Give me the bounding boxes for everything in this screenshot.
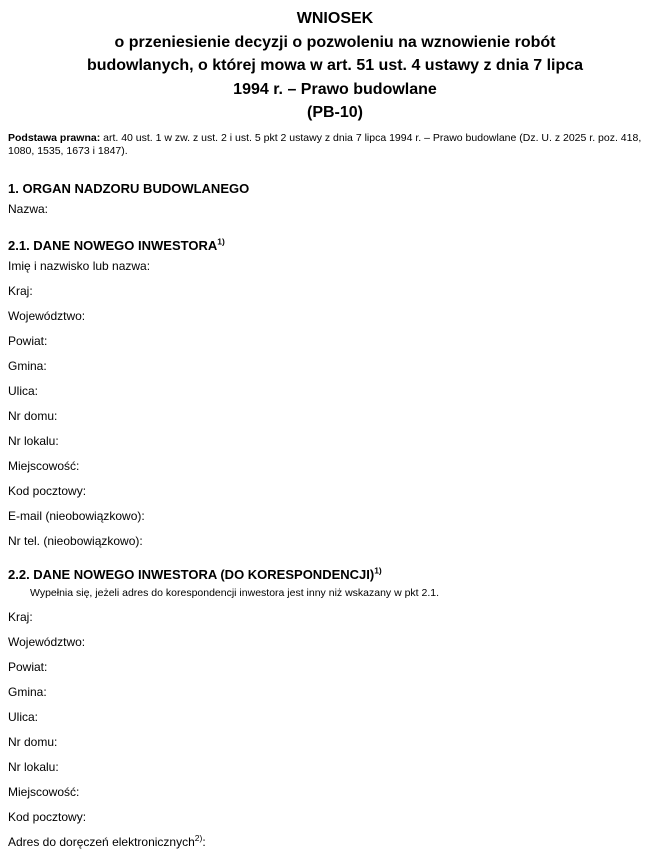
section-2-1-dane-inwestora xyxy=(8,237,662,549)
footnote-ref-1: 1) xyxy=(374,565,382,576)
section-2-1-heading-text: 2.1. DANE NOWEGO INWESTORA xyxy=(8,237,218,253)
field-miejscowosc: Miejscowość: xyxy=(8,458,80,473)
field-wojewodztwo: Województwo: xyxy=(8,308,86,323)
form-title-line-2: o przeniesienie decyzji o pozwoleniu na wznowienie robót xyxy=(114,33,556,51)
footnote-ref-2: 2) xyxy=(194,832,203,843)
section-1-organ-nadzoru xyxy=(8,180,662,217)
field-kod-pocztowy: Kod pocztowy: xyxy=(8,483,87,498)
field-ulica: Ulica: xyxy=(8,383,39,398)
field-gmina: Gmina: xyxy=(8,684,47,699)
field-email: E-mail (nieobowiązkowo): xyxy=(8,508,145,523)
section-2-2-heading-text: 2.2. DANE NOWEGO INWESTORA (DO KORESPONDENCJI) xyxy=(8,566,375,582)
form-code: (PB-10) xyxy=(306,104,363,121)
field-gmina: Gmina: xyxy=(8,358,47,373)
form-title-line-1: WNIOSEK xyxy=(296,10,374,27)
legal-basis-label: Podstawa prawna: xyxy=(8,131,101,144)
form-title xyxy=(8,7,662,125)
field-adres-doreczen xyxy=(8,834,662,850)
legal-basis xyxy=(8,132,662,159)
form-title-line-4: 1994 r. – Prawo budowlane xyxy=(233,80,437,98)
field-nr-domu: Nr domu: xyxy=(8,408,58,423)
field-ulica: Ulica: xyxy=(8,709,39,724)
field-wojewodztwo: Województwo: xyxy=(8,634,86,649)
section-2-1-heading xyxy=(8,237,662,254)
field-imie-nazwisko: Imię i nazwisko lub nazwa: xyxy=(8,258,151,273)
section-2-2-dane-korespondencja xyxy=(8,566,662,850)
field-nr-tel: Nr tel. (nieobowiązkowo): xyxy=(8,533,143,548)
field-powiat: Powiat: xyxy=(8,659,48,674)
section-2-2-heading xyxy=(8,566,662,583)
section-2-2-note: Wypełnia się, jeżeli adres do korespondencji inwestora jest inny niż wskazany w pkt 2.1. xyxy=(30,586,440,599)
footnote-ref-1: 1) xyxy=(217,236,225,247)
field-nazwa: Nazwa: xyxy=(8,201,49,216)
form-title-line-3: budowlanych, o której mowa w art. 51 ust. 4 ustawy z dnia 7 lipca xyxy=(86,57,584,74)
field-adres-doreczen-colon: : xyxy=(202,834,206,849)
legal-basis-text: art. 40 ust. 1 w zw. z ust. 2 i ust. 5 pkt 2 ustawy z dnia 7 lipca 1994 r. – Prawo budowlane (Dz. U. z 2025 r. poz. 418, 1080, 1535, 1673 i 1847). xyxy=(8,131,642,157)
section-1-heading: 1. ORGAN NADZORU BUDOWLANEGO xyxy=(8,180,250,196)
field-adres-doreczen-label: Adres do doręczeń elektronicznych xyxy=(8,834,195,849)
field-nr-domu: Nr domu: xyxy=(8,734,58,749)
field-kraj: Kraj: xyxy=(8,283,33,298)
field-nr-lokalu: Nr lokalu: xyxy=(8,759,59,774)
field-powiat: Powiat: xyxy=(8,333,48,348)
field-nr-lokalu: Nr lokalu: xyxy=(8,433,59,448)
field-kraj: Kraj: xyxy=(8,609,33,624)
field-miejscowosc: Miejscowość: xyxy=(8,784,80,799)
field-kod-pocztowy: Kod pocztowy: xyxy=(8,809,87,824)
